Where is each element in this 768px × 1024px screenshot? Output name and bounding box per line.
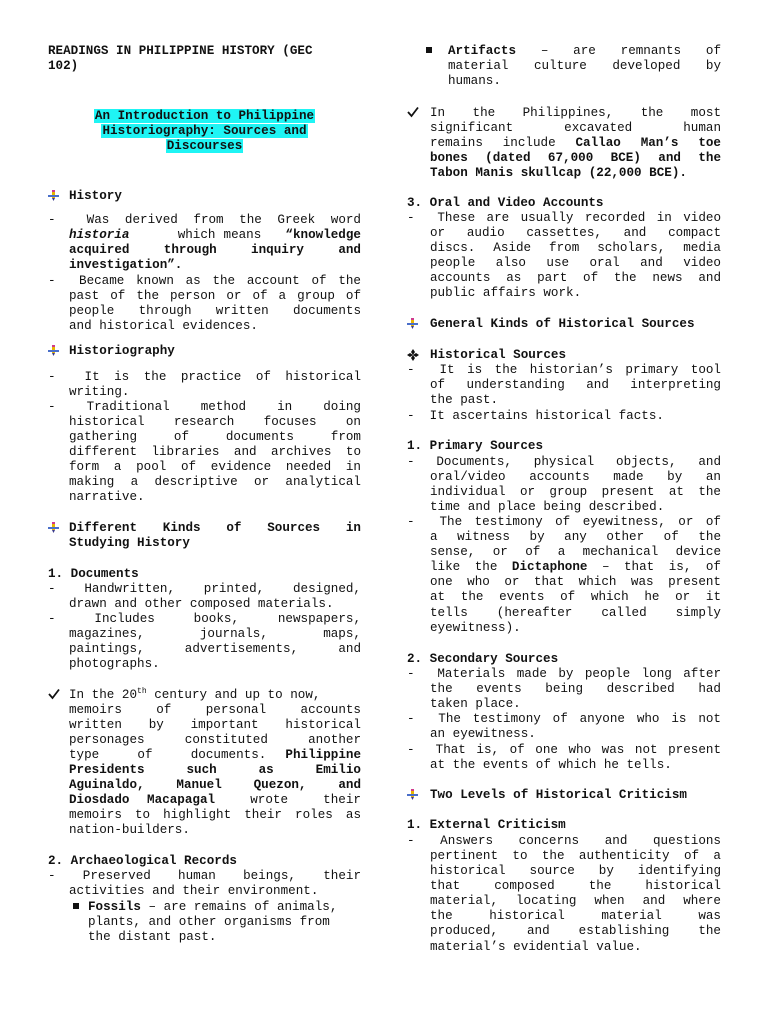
- section-heading-kinds: Different Kinds of Sources in: [69, 521, 361, 535]
- document-title-cont: Historiography: Sources and: [102, 124, 307, 138]
- document-page: READINGS IN PHILIPPINE HISTORY (GEC 102) An Introduction to Philippine Historiography: Sources and Discourses History - Was derived from the Greek word historia which means “knowledge acquired through inquiry and investigation”. - Became known as the account of the past of the person or of a group of people through written documents and historical evidences. Historiography - It is the practice of historical writing. - Traditional method in doing historical research focuses on gathering of documents from different libraries and archives to form a pool of evidence needed in making a descriptive or analytical narrative. Different Kinds of Sources in Studying History 1. Documents - Handwritten, printed, designed, drawn and other composed materials. - Includes books, newspapers, magazines, journals, maps, paintings, advertisements, and photographs. In the 20th century and up to now, memoirs of personal accounts written by important historical personages constituted another type of documents. Philippine Presidents such as Emilio Aguinaldo, Manuel Quezon, and Diosdado Macapagal wrote their memoirs to highlight their roles as nation-builders. 2. Archaeological Records - Preserved human beings, their activities and their environment. Fossils – are remains of animals, plants, and other organisms from the distant past. Artifacts – are remnants of material culture developed by humans. In the Philippines, the most significant excavated human remains include Callao Man’s toe bones (dated 67,000 BCE) and the Tabon Manis skullcap (22,000 BCE). 3. Oral and Video Accounts - These are usually recorded in video or audio cassettes, and compact discs. Aside from scholars, media people also use oral and video accounts as part of the news and public affairs work. General Kinds of Historical Sources Historical Sources - It is the historian’s primary tool of understanding and interpreting the past. - It ascertains historical facts. 1. Primary Sources - Documents, physical objects, and oral/video accounts made by an individual or group present at the time and place being described. - The testimony of eyewitness, or of a witness by any other of the sense, or of a mechanical device like the Dictaphone – that is, of one who or that which was present at the events of which he or it tells (hereafter called simply eyewitness). 2. Secondary Sources - Materials made by people long after the events being described had taken place. - The testimony of anyone who is not an eyewitness. - That is, of one who was not present at the events of which he tells. Two Levels of Historical Criticism 1. External Criticism - Answers concerns and questions pertinent to the authenticity of a historical source by identifying that composed the historical material, locating when and where the historical material was produced, and establishing the material’s evidential value.: [48, 44, 721, 954]
- term-dictaphone: Dictaphone: [511, 560, 588, 574]
- term-historia: historia: [69, 228, 130, 242]
- pencil-icon: [48, 190, 59, 202]
- subheading-external-criticism: 1. External Criticism: [407, 818, 566, 832]
- square-bullet-icon: [73, 903, 79, 909]
- course-header: READINGS IN PHILIPPINE HISTORY (GEC: [48, 44, 313, 58]
- subheading-primary-sources: 1. Primary Sources: [407, 439, 544, 453]
- history-bullet: - Became known as the account of the: [48, 274, 361, 288]
- square-bullet-icon: [426, 47, 432, 53]
- checkmark-icon: [48, 688, 59, 700]
- pencil-icon: [48, 345, 59, 357]
- section-heading-history: History: [69, 189, 122, 203]
- historiography-bullet: - It is the practice of historical: [48, 370, 361, 384]
- pencil-icon: [48, 522, 59, 534]
- subheading-documents: 1. Documents: [48, 567, 139, 581]
- subheading-historical-sources: Historical Sources: [430, 348, 567, 362]
- term-artifacts: Artifacts: [448, 44, 517, 58]
- section-heading-historiography: Historiography: [69, 344, 175, 358]
- checkmark-icon: [407, 106, 418, 118]
- subheading-oral-video: 3. Oral and Video Accounts: [407, 196, 604, 210]
- course-header-cont: 102): [48, 59, 79, 73]
- document-title: An Introduction to Philippine: [94, 109, 315, 123]
- section-heading-criticism: Two Levels of Historical Criticism: [430, 788, 687, 802]
- document-title-cont: Discourses: [166, 139, 243, 153]
- historiography-bullet: - Traditional method in doing: [48, 400, 361, 414]
- subheading-secondary-sources: 2. Secondary Sources: [407, 652, 559, 666]
- history-bullet: - Was derived from the Greek word: [48, 213, 361, 227]
- section-heading-general-kinds: General Kinds of Historical Sources: [430, 317, 695, 331]
- four-diamond-icon: [407, 349, 418, 361]
- term-fossils: Fossils: [88, 900, 141, 914]
- pencil-icon: [407, 318, 418, 330]
- pencil-icon: [407, 789, 418, 801]
- subheading-archaeological: 2. Archaeological Records: [48, 854, 237, 868]
